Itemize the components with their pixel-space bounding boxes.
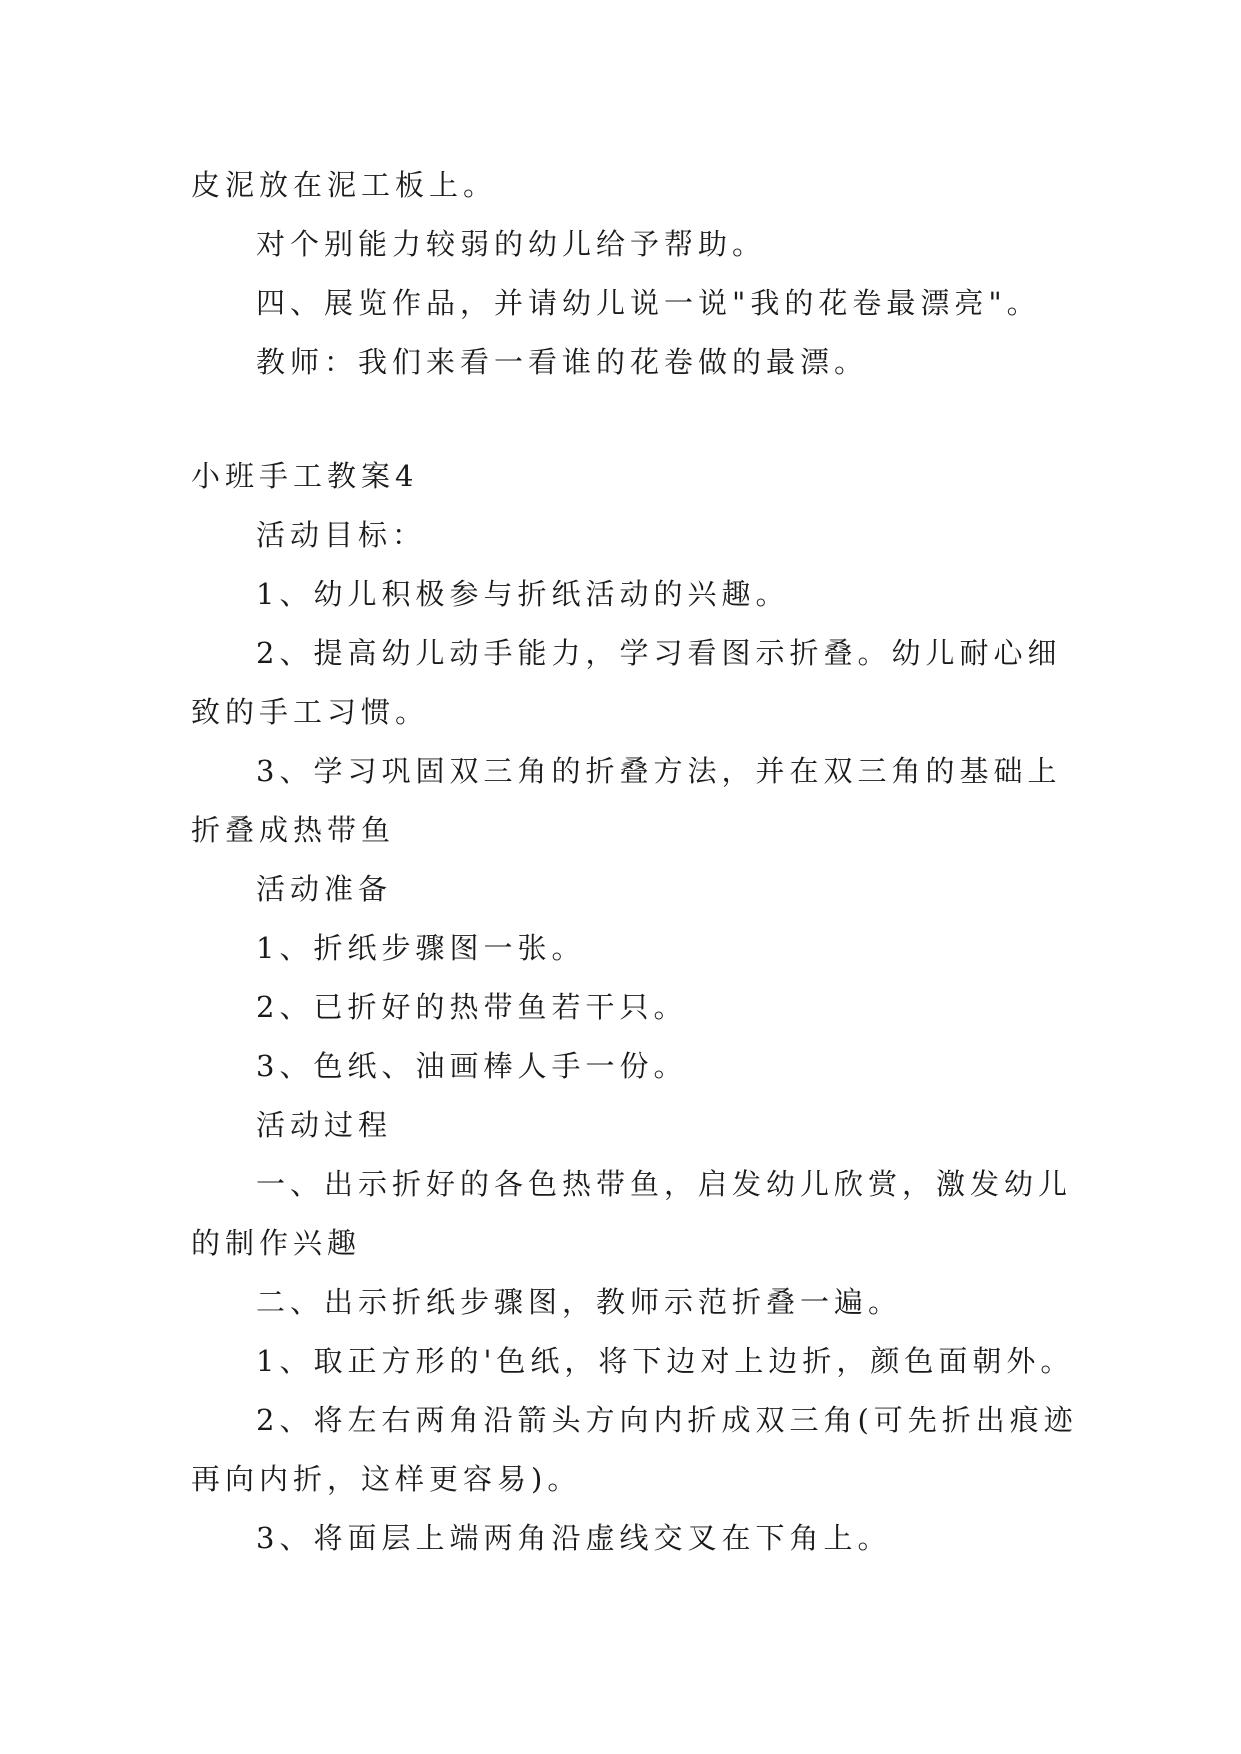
paragraph-line: 2、提高幼儿动手能力，学习看图示折叠。幼儿耐心细 [256, 636, 1062, 670]
paragraph-line: 1、折纸步骤图一张。 [256, 931, 586, 965]
paragraph-line: 2、已折好的热带鱼若干只。 [256, 990, 688, 1024]
paragraph-line: 活动准备 [256, 872, 393, 906]
paragraph-line: 2、将左右两角沿箭头方向内折成双三角(可先折出痕迹 [256, 1403, 1078, 1437]
paragraph-line: 1、幼儿积极参与折纸活动的兴趣。 [256, 577, 790, 611]
paragraph-line: 皮泥放在泥工板上。 [191, 168, 498, 202]
paragraph-line: 的制作兴趣 [191, 1226, 362, 1260]
paragraph-line: 对个别能力较弱的幼儿给予帮助。 [256, 227, 767, 261]
paragraph-line: 1、取正方形的'色纸，将下边对上边折，颜色面朝外。 [256, 1344, 1075, 1378]
paragraph-line: 致的手工习惯。 [191, 695, 430, 729]
paragraph-line: 3、将面层上端两角沿虚线交叉在下角上。 [256, 1521, 892, 1555]
paragraph-line: 二、出示折纸步骤图，教师示范折叠一遍。 [256, 1285, 903, 1319]
paragraph-line: 3、学习巩固双三角的折叠方法，并在双三角的基础上 [256, 754, 1062, 788]
paragraph-line: 再向内折，这样更容易)。 [191, 1462, 582, 1496]
paragraph-line: 活动目标： [256, 518, 427, 552]
paragraph-line: 3、色纸、油画棒人手一份。 [256, 1049, 688, 1083]
paragraph-line: 活动过程 [256, 1108, 393, 1142]
paragraph-line: 一、出示折好的各色热带鱼，启发幼儿欣赏，激发幼儿 [256, 1167, 1073, 1201]
section-heading: 小班手工教案4 [191, 459, 419, 493]
paragraph-line: 折叠成热带鱼 [191, 813, 396, 847]
paragraph-line: 教师：我们来看一看谁的花卷做的最漂。 [256, 345, 869, 379]
paragraph-line: 四、展览作品，并请幼儿说一说"我的花卷最漂亮"。 [256, 286, 1041, 320]
